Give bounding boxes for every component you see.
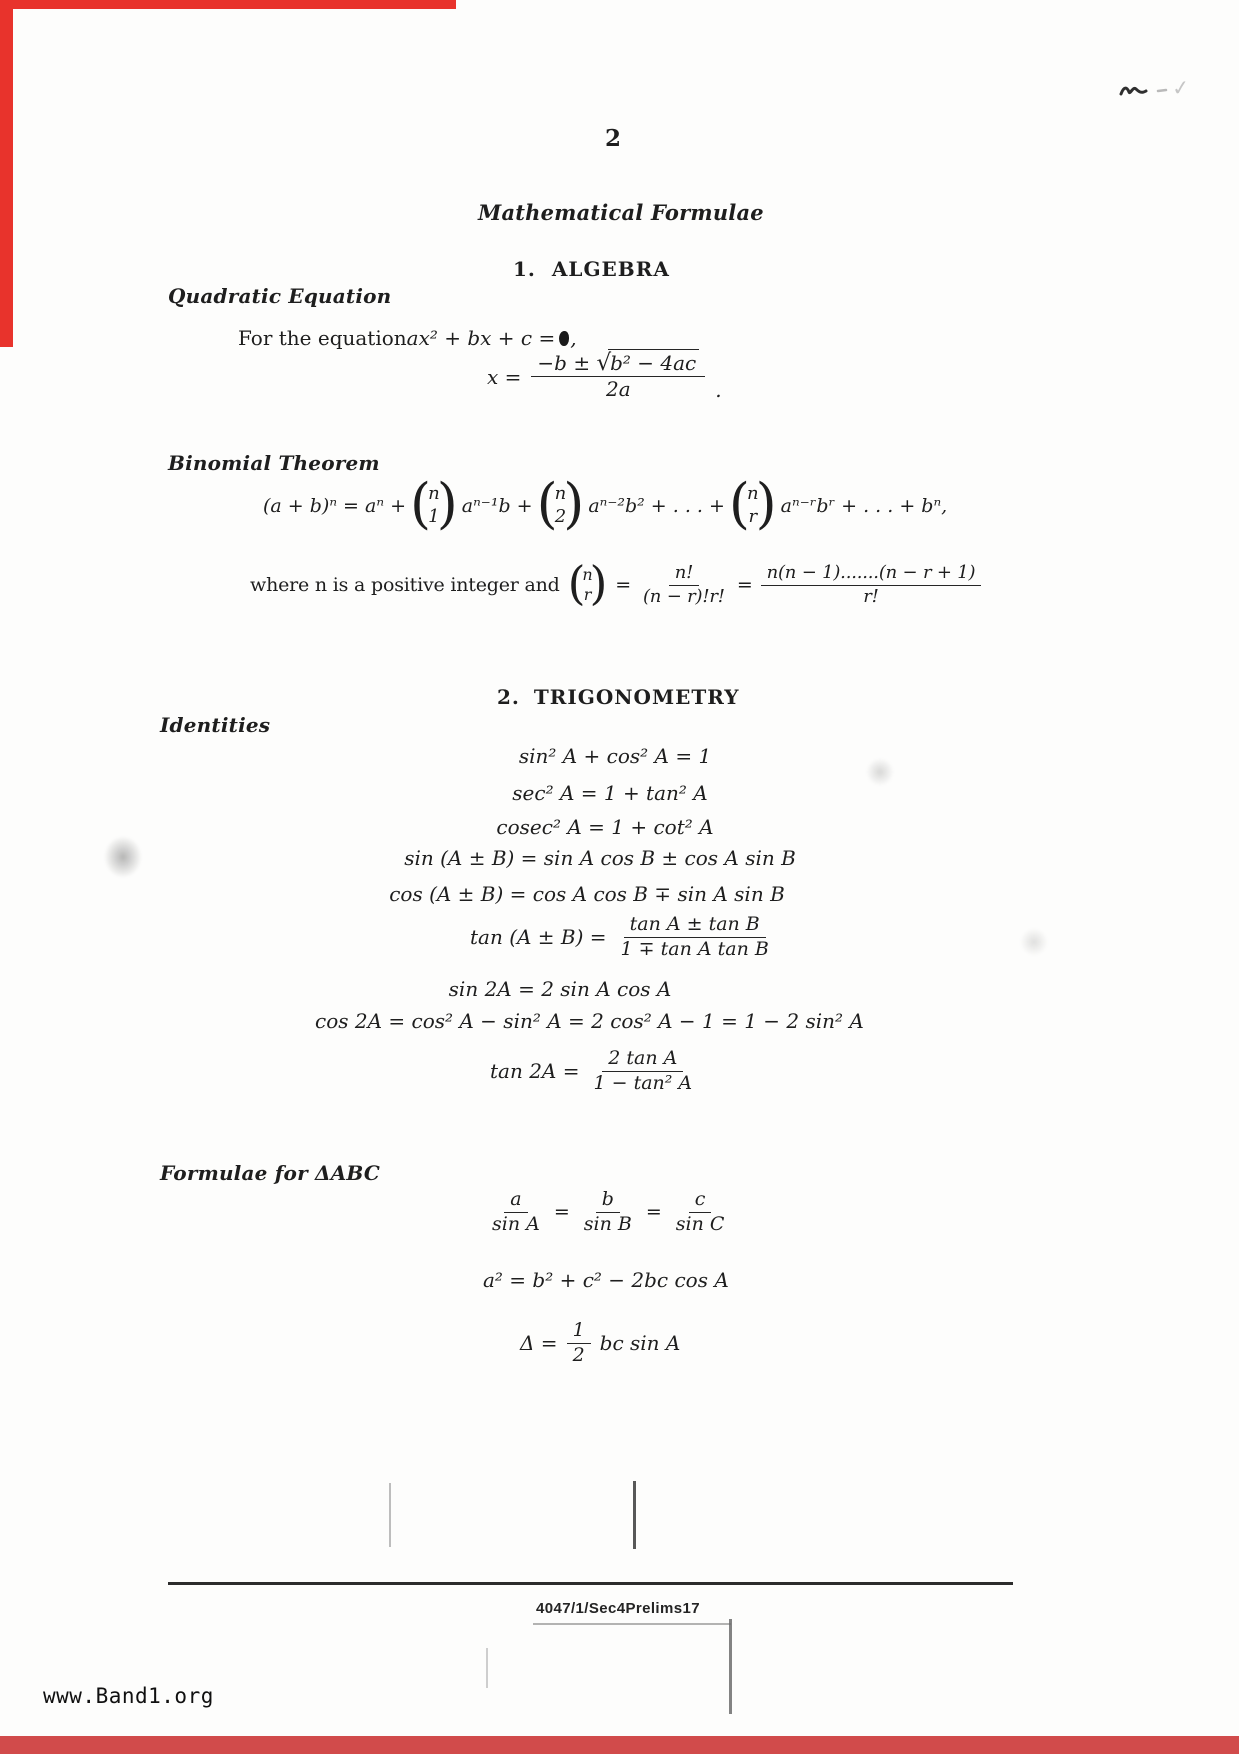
identity-cos-sum: cos (A ± B) = cos A cos B ∓ sin A sin B: [389, 882, 785, 906]
intro-comma: ,: [570, 326, 577, 350]
scan-artifact-line: [729, 1619, 732, 1714]
formula-quadratic-roots: [487, 352, 722, 401]
fraction-numerator: a: [504, 1189, 527, 1213]
num-prefix: −b ±: [537, 351, 597, 375]
formula-quadratic-intro: [238, 326, 577, 350]
section-number: 1.: [513, 257, 536, 281]
binom-bottom: 2: [554, 505, 567, 527]
intro-math: ax² + bx + c =: [406, 326, 556, 350]
tan2-lhs: tan 2A =: [490, 1059, 580, 1084]
where-text: where n is a positive integer and: [250, 574, 560, 597]
expansion-term: (a + b)ⁿ = aⁿ +: [263, 494, 407, 517]
equals: =: [553, 1201, 570, 1224]
fraction-numerator: n!: [669, 563, 699, 586]
fraction-numerator: [531, 352, 705, 377]
fraction: [761, 563, 982, 607]
binom-top: n: [554, 483, 567, 504]
quadratic-lhs: x =: [487, 364, 522, 389]
label-binomial-theorem: Binomial Theorem: [168, 451, 380, 475]
binom-bottom: r: [583, 585, 592, 605]
identity-sec: sec² A = 1 + tan² A: [512, 781, 708, 805]
check-mark: ✓: [1170, 75, 1191, 101]
fraction: [488, 1189, 544, 1236]
fraction: [639, 563, 729, 607]
paren-open: (: [410, 471, 432, 535]
fraction-denominator: 2: [572, 1343, 585, 1366]
section-heading-trigonometry: [497, 685, 740, 709]
fraction-denominator: sin C: [675, 1212, 725, 1235]
identity-cos-2a: cos 2A = cos² A − sin² A = 2 cos² A − 1 = 1 − 2 sin² A: [315, 1009, 864, 1033]
label-formulae-triangle-abc: Formulae for ΔABC: [160, 1161, 381, 1185]
fraction-denominator: r!: [863, 585, 879, 607]
section-title: ALGEBRA: [551, 257, 670, 281]
expansion-term: aⁿ⁻²b² + . . . +: [588, 494, 725, 517]
binomial-coefficient-nr: [567, 555, 608, 610]
paren-close: ): [755, 471, 777, 535]
label-identities: Identities: [160, 713, 271, 737]
identity-pythagorean-sin-cos: sin² A + cos² A = 1: [518, 744, 712, 768]
formula-cosine-rule: a² = b² + c² − 2bc cos A: [483, 1268, 729, 1292]
formula-sine-rule: [488, 1189, 728, 1236]
binom-bottom: r: [748, 505, 758, 527]
label-quadratic-equation: Quadratic Equation: [168, 284, 392, 308]
binom-bottom: 1: [428, 505, 440, 527]
fraction: [567, 1320, 591, 1367]
binom-top: n: [747, 483, 759, 504]
paren-close: ): [589, 555, 608, 610]
fraction-numerator: b: [596, 1189, 620, 1213]
fraction-numerator: n(n − 1).......(n − r + 1): [761, 563, 982, 586]
identity-sin-sum: sin (A ± B) = sin A cos B ± cos A sin B: [404, 846, 796, 870]
fraction-numerator: 1: [567, 1320, 591, 1344]
fraction-denominator: (n − r)!r!: [642, 585, 725, 607]
watermark-url: www.Band1.org: [43, 1684, 214, 1708]
section-title: TRIGONOMETRY: [533, 685, 740, 709]
trailing-period: .: [715, 377, 722, 402]
scan-artifact-underline: [533, 1623, 731, 1625]
inked-zero: [559, 331, 569, 346]
paren-close: ): [436, 471, 458, 535]
fraction-denominator: 1 − tan² A: [593, 1071, 693, 1094]
radicand: b² − 4ac: [608, 349, 699, 375]
paren-open: (: [728, 471, 750, 535]
fraction-numerator: 2 tan A: [602, 1048, 683, 1072]
area-rhs: bc sin A: [599, 1331, 681, 1356]
radical-sign: √: [596, 350, 612, 376]
section-heading-algebra: [513, 257, 670, 281]
binom-top: n: [428, 483, 440, 504]
page-number: 2: [604, 125, 621, 152]
fraction: [589, 1048, 696, 1095]
expansion-term: aⁿ⁻¹b +: [461, 494, 533, 517]
formula-binomial-where: [250, 555, 981, 610]
binomial-coefficient-nr: [728, 471, 777, 535]
identity-sin-2a: sin 2A = 2 sin A cos A: [448, 977, 672, 1001]
fraction: [531, 352, 705, 401]
equals: =: [736, 574, 753, 597]
equals: =: [615, 574, 631, 597]
fraction-denominator: sin A: [492, 1212, 540, 1235]
binom-top: n: [582, 565, 593, 585]
paren-open: (: [536, 471, 558, 535]
identity-tan-sum: [470, 914, 773, 961]
binomial-coefficient-n1: [410, 471, 458, 535]
fraction: [580, 1189, 636, 1236]
formula-triangle-area: [520, 1320, 680, 1367]
identity-cosec: cosec² A = 1 + cot² A: [496, 815, 714, 839]
scan-artifact-line: [389, 1483, 391, 1547]
paren-open: (: [567, 555, 586, 610]
equals: =: [645, 1201, 662, 1224]
fraction-denominator: 1 ∓ tan A tan B: [620, 937, 769, 960]
formula-binomial-expansion: [263, 471, 948, 535]
page-title: Mathematical Formulae: [478, 200, 764, 225]
tan-lhs: tan (A ± B) =: [470, 925, 607, 950]
scan-artifact-line: [633, 1481, 636, 1549]
binomial-coefficient-n2: [536, 471, 585, 535]
paper-code: 4047/1/Sec4Prelims17: [536, 1600, 700, 1617]
fraction: [672, 1189, 729, 1236]
expansion-term: aⁿ⁻ʳbʳ + . . . + bⁿ,: [780, 494, 948, 517]
fraction-numerator: c: [689, 1189, 712, 1213]
intro-text: For the equation: [238, 326, 407, 350]
area-lhs: Δ =: [520, 1331, 558, 1356]
scan-artifact-line: [486, 1648, 488, 1688]
section-number: 2.: [497, 685, 520, 709]
fraction: [617, 914, 773, 961]
paren-close: ): [563, 471, 585, 535]
fraction-numerator: tan A ± tan B: [624, 914, 766, 938]
fraction-denominator: sin B: [583, 1212, 632, 1235]
footer-rule: [168, 1582, 1013, 1585]
fraction-denominator: 2a: [606, 377, 631, 401]
identity-tan-2a: [490, 1048, 696, 1095]
